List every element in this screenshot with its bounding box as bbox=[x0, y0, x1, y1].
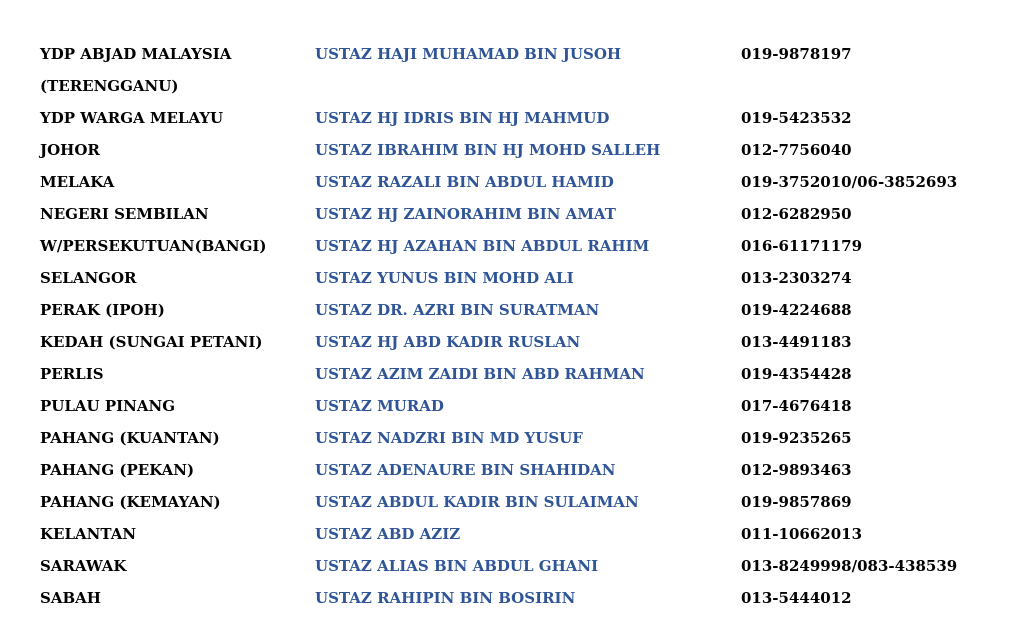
phone-cell: 013-2303274 bbox=[741, 269, 852, 287]
state-cell: JOHOR bbox=[40, 141, 100, 159]
phone-cell: 019-4224688 bbox=[741, 301, 852, 319]
table-row bbox=[40, 550, 1000, 582]
phone-cell: 019-9235265 bbox=[741, 429, 852, 447]
table-row bbox=[40, 198, 1000, 230]
state-cell: MELAKA bbox=[40, 173, 115, 191]
name-cell: USTAZ ABD AZIZ bbox=[315, 525, 461, 543]
state-cell: PAHANG (KUANTAN) bbox=[40, 429, 220, 447]
contact-table bbox=[40, 38, 1000, 614]
phone-cell: 013-8249998/083-438539 bbox=[741, 557, 958, 575]
name-cell: USTAZ HAJI MUHAMAD BIN JUSOH bbox=[315, 45, 622, 63]
name-cell: USTAZ ADENAURE BIN SHAHIDAN bbox=[315, 461, 616, 479]
state-cell: PERAK (IPOH) bbox=[40, 301, 165, 319]
table-row bbox=[40, 582, 1000, 614]
name-cell: USTAZ HJ ABD KADIR RUSLAN bbox=[315, 333, 581, 351]
phone-cell: 013-5444012 bbox=[741, 589, 852, 607]
name-cell: USTAZ MURAD bbox=[315, 397, 444, 415]
name-cell: USTAZ AZIM ZAIDI BIN ABD RAHMAN bbox=[315, 365, 645, 383]
name-cell: USTAZ YUNUS BIN MOHD ALI bbox=[315, 269, 574, 287]
phone-cell: 012-6282950 bbox=[741, 205, 852, 223]
state-cell: SELANGOR bbox=[40, 269, 137, 287]
state-cell: NEGERI SEMBILAN bbox=[40, 205, 209, 223]
table-row bbox=[40, 518, 1000, 550]
name-cell: USTAZ IBRAHIM BIN HJ MOHD SALLEH bbox=[315, 141, 661, 159]
table-row bbox=[40, 326, 1000, 358]
table-row bbox=[40, 134, 1000, 166]
name-cell: USTAZ HJ IDRIS BIN HJ MAHMUD bbox=[315, 109, 610, 127]
name-cell: USTAZ HJ ZAINORAHIM BIN AMAT bbox=[315, 205, 616, 223]
state-cell: PAHANG (KEMAYAN) bbox=[40, 493, 221, 511]
table-row bbox=[40, 102, 1000, 134]
phone-cell: 019-9857869 bbox=[741, 493, 852, 511]
state-cell: PULAU PINANG bbox=[40, 397, 176, 415]
state-cell: SABAH bbox=[40, 589, 101, 607]
table-row bbox=[40, 422, 1000, 454]
state-cell: YDP ABJAD MALAYSIA (TERENGGANU) bbox=[40, 45, 232, 95]
table-row bbox=[40, 230, 1000, 262]
table-row bbox=[40, 454, 1000, 486]
phone-cell: 013-4491183 bbox=[741, 333, 852, 351]
phone-cell: 019-4354428 bbox=[741, 365, 852, 383]
table-row bbox=[40, 486, 1000, 518]
name-cell: USTAZ HJ AZAHAN BIN ABDUL RAHIM bbox=[315, 237, 650, 255]
table-row bbox=[40, 390, 1000, 422]
state-cell: PAHANG (PEKAN) bbox=[40, 461, 195, 479]
phone-cell: 019-9878197 bbox=[741, 45, 852, 63]
phone-cell: 016-61171179 bbox=[741, 237, 863, 255]
table-row bbox=[40, 166, 1000, 198]
state-cell: W/PERSEKUTUAN(BANGI) bbox=[40, 237, 267, 255]
phone-cell: 017-4676418 bbox=[741, 397, 852, 415]
name-cell: USTAZ NADZRI BIN MD YUSUF bbox=[315, 429, 583, 447]
name-cell: USTAZ RAZALI BIN ABDUL HAMID bbox=[315, 173, 614, 191]
phone-cell: 019-3752010/06-3852693 bbox=[741, 173, 958, 191]
phone-cell: 012-7756040 bbox=[741, 141, 852, 159]
state-cell: KEDAH (SUNGAI PETANI) bbox=[40, 333, 263, 351]
name-cell: USTAZ DR. AZRI BIN SURATMAN bbox=[315, 301, 600, 319]
state-cell: SARAWAK bbox=[40, 557, 127, 575]
table-row bbox=[40, 262, 1000, 294]
phone-cell: 011-10662013 bbox=[741, 525, 863, 543]
name-cell: USTAZ ALIAS BIN ABDUL GHANI bbox=[315, 557, 599, 575]
table-row bbox=[40, 358, 1000, 390]
name-cell: USTAZ ABDUL KADIR BIN SULAIMAN bbox=[315, 493, 639, 511]
state-cell: PERLIS bbox=[40, 365, 104, 383]
phone-cell: 019-5423532 bbox=[741, 109, 852, 127]
table-row bbox=[40, 294, 1000, 326]
state-cell: KELANTAN bbox=[40, 525, 137, 543]
phone-cell: 012-9893463 bbox=[741, 461, 852, 479]
name-cell: USTAZ RAHIPIN BIN BOSIRIN bbox=[315, 589, 576, 607]
table-row bbox=[40, 38, 1000, 102]
state-cell: YDP WARGA MELAYU bbox=[40, 109, 224, 127]
